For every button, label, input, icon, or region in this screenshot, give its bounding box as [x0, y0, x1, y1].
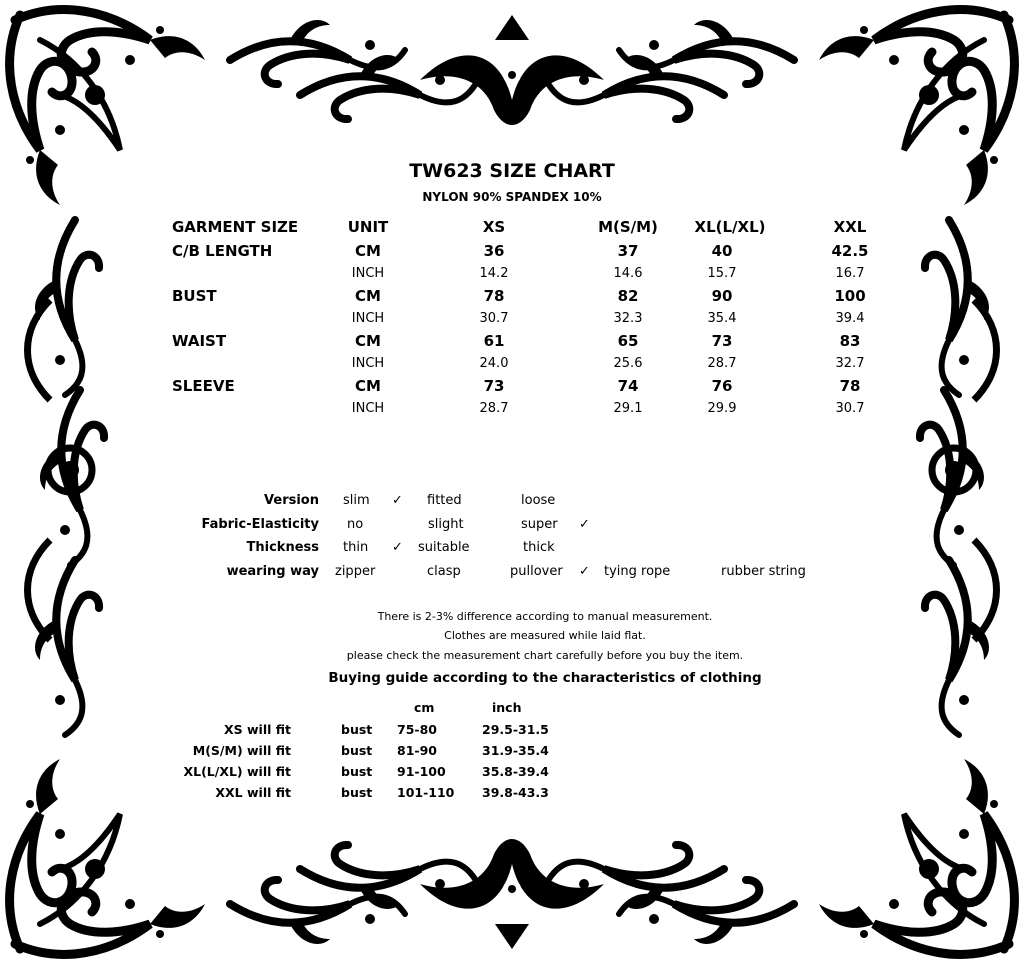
- option-no: no: [347, 517, 364, 532]
- check-icon: ✓: [392, 540, 403, 555]
- header-garment-size: GARMENT SIZE: [172, 218, 299, 236]
- attr-label-elasticity: Fabric-Elasticity: [201, 517, 319, 532]
- option-slight: slight: [428, 517, 464, 532]
- cell-value: 16.7: [835, 266, 865, 281]
- unit-inch: INCH: [351, 356, 385, 371]
- cell-value: 30.7: [479, 311, 509, 326]
- cell-value: 90: [711, 287, 733, 305]
- option-zipper: zipper: [335, 564, 376, 579]
- option-super: super: [521, 517, 558, 532]
- header-m: M(S/M): [598, 218, 658, 236]
- cell-value: 25.6: [613, 356, 643, 371]
- option-slim: slim: [343, 493, 370, 508]
- fabric-composition: NYLON 90% SPANDEX 10%: [422, 190, 602, 204]
- cell-value: 61: [483, 332, 505, 350]
- option-suitable: suitable: [418, 540, 470, 555]
- guide-size-label: XXL will fit: [215, 785, 291, 800]
- guide-inch: 35.8-39.4: [482, 764, 549, 779]
- guide-col-cm: cm: [414, 700, 435, 715]
- cell-value: 32.3: [613, 311, 643, 326]
- option-loose: loose: [521, 493, 556, 508]
- cell-value: 30.7: [835, 401, 865, 416]
- option-fitted: fitted: [427, 493, 462, 508]
- cell-value: 28.7: [707, 356, 737, 371]
- unit-inch: INCH: [351, 266, 385, 281]
- cell-value: 14.2: [479, 266, 509, 281]
- header-xs: XS: [482, 218, 506, 236]
- cell-value: 82: [617, 287, 639, 305]
- guide-part: bust: [341, 785, 373, 800]
- cell-value: 76: [711, 377, 733, 395]
- unit-cm: CM: [355, 332, 381, 350]
- guide-size-label: M(S/M) will fit: [192, 743, 291, 758]
- note-line: Clothes are measured while laid flat.: [444, 629, 646, 642]
- option-clasp: clasp: [427, 564, 461, 579]
- cell-value: 29.1: [613, 401, 643, 416]
- option-thick: thick: [523, 540, 555, 555]
- cell-value: 78: [839, 377, 861, 395]
- header-unit: UNIT: [347, 218, 389, 236]
- guide-size-label: XS will fit: [224, 722, 291, 737]
- check-icon: ✓: [579, 564, 590, 579]
- unit-inch: INCH: [351, 311, 385, 326]
- option-pullover: pullover: [510, 564, 563, 579]
- option-tying-rope: tying rope: [604, 564, 671, 579]
- row-label: WAIST: [172, 332, 227, 350]
- guide-part: bust: [341, 743, 373, 758]
- unit-inch: INCH: [351, 401, 385, 416]
- cell-value: 73: [483, 377, 505, 395]
- page-title: TW623 SIZE CHART: [409, 160, 615, 182]
- cell-value: 40: [711, 242, 733, 260]
- guide-inch: 39.8-43.3: [482, 785, 549, 800]
- guide-part: bust: [341, 764, 373, 779]
- guide-cm: 75-80: [397, 722, 437, 737]
- cell-value: 65: [617, 332, 639, 350]
- cell-value: 14.6: [613, 266, 643, 281]
- check-icon: ✓: [392, 493, 403, 508]
- note-line: please check the measurement chart carefully before you buy the item.: [346, 649, 744, 662]
- cell-value: 73: [711, 332, 733, 350]
- cell-value: 42.5: [831, 242, 869, 260]
- cell-value: 37: [617, 242, 639, 260]
- attr-label-wearing: wearing way: [226, 564, 319, 579]
- buying-guide-title: Buying guide according to the characteristics of clothing: [328, 670, 762, 686]
- guide-cm: 101-110: [397, 785, 455, 800]
- option-thin: thin: [343, 540, 369, 555]
- cell-value: 74: [617, 377, 639, 395]
- cell-value: 35.4: [707, 311, 737, 326]
- unit-cm: CM: [355, 242, 381, 260]
- check-icon: ✓: [579, 517, 590, 532]
- header-xxl: XXL: [833, 218, 867, 236]
- unit-cm: CM: [355, 287, 381, 305]
- cell-value: 78: [483, 287, 505, 305]
- cell-value: 100: [834, 287, 866, 305]
- cell-value: 83: [839, 332, 861, 350]
- attr-label-version: Version: [264, 493, 319, 508]
- attr-label-thickness: Thickness: [246, 540, 319, 555]
- cell-value: 24.0: [479, 356, 509, 371]
- guide-inch: 31.9-35.4: [482, 743, 549, 758]
- guide-col-inch: inch: [492, 700, 522, 715]
- cell-value: 28.7: [479, 401, 509, 416]
- guide-inch: 29.5-31.5: [482, 722, 549, 737]
- row-label: BUST: [172, 287, 217, 305]
- cell-value: 32.7: [835, 356, 865, 371]
- header-xl: XL(L/XL): [694, 218, 766, 236]
- row-label: SLEEVE: [172, 377, 235, 395]
- guide-size-label: XL(L/XL) will fit: [183, 764, 291, 779]
- cell-value: 39.4: [835, 311, 865, 326]
- note-line: There is 2-3% difference according to manual measurement.: [377, 610, 713, 623]
- row-label: C/B LENGTH: [172, 242, 273, 260]
- cell-value: 15.7: [707, 266, 737, 281]
- guide-part: bust: [341, 722, 373, 737]
- option-rubber-string: rubber string: [721, 564, 806, 579]
- guide-cm: 91-100: [397, 764, 446, 779]
- guide-cm: 81-90: [397, 743, 437, 758]
- unit-cm: CM: [355, 377, 381, 395]
- cell-value: 29.9: [707, 401, 737, 416]
- cell-value: 36: [483, 242, 505, 260]
